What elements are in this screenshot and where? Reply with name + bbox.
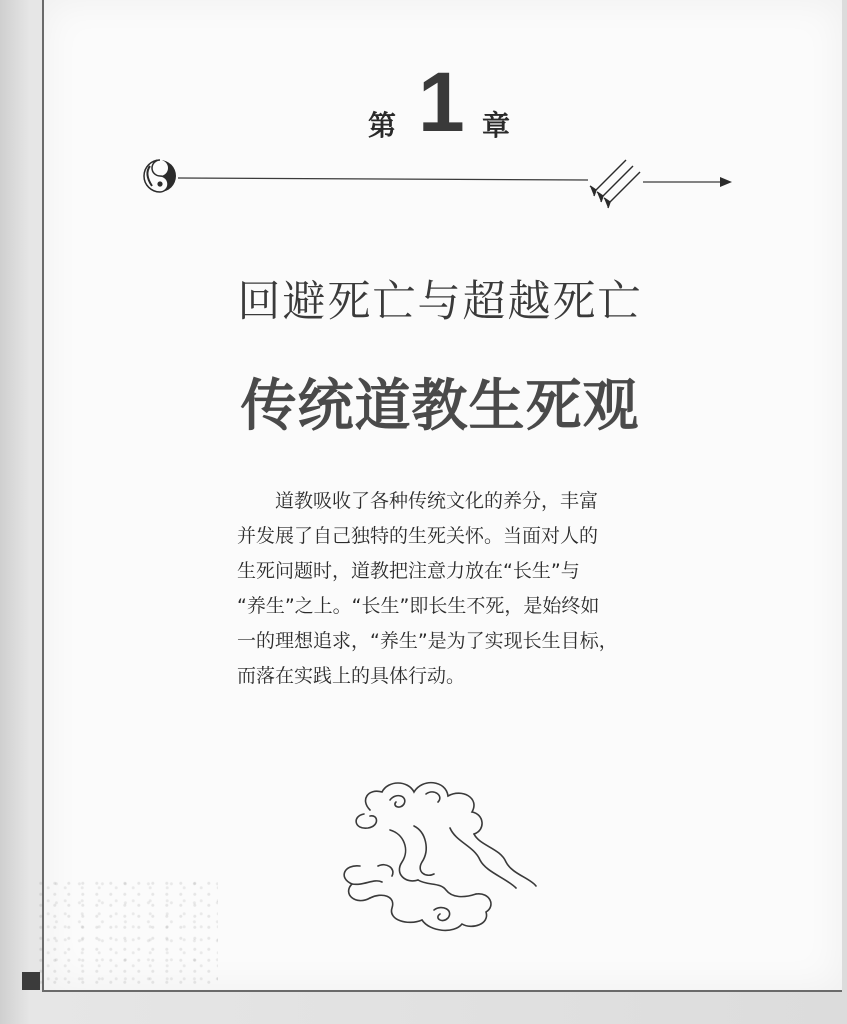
chapter-prefix: 第 bbox=[368, 109, 397, 142]
chapter-ornament bbox=[138, 152, 738, 212]
body-line: 并发展了自己独特的生死关怀。当面对人的 bbox=[237, 525, 599, 547]
title-line-1: 回避死亡与超越死亡 bbox=[237, 277, 643, 327]
chapter-number: 1 bbox=[418, 55, 465, 149]
arrow-head-icon bbox=[720, 177, 732, 187]
body-line: 生死问题时，道教把注意力放在“长生”与 bbox=[237, 560, 580, 582]
chapter-heading bbox=[0, 55, 847, 149]
body-line: 而落在实践上的具体行动。 bbox=[237, 665, 466, 687]
body-line: 一的理想追求，“养生”是为了实现长生目标， bbox=[237, 630, 618, 652]
body-line: “养生”之上。“长生”即长生不死，是始终如 bbox=[237, 595, 600, 617]
scan-speckle bbox=[38, 880, 218, 990]
title-line-2: 传统道教生死观 bbox=[240, 374, 640, 439]
chapter-suffix: 章 bbox=[482, 109, 511, 142]
auspicious-cloud-icon bbox=[330, 770, 550, 940]
body-line: 道教吸收了各种传统文化的养分，丰富 bbox=[237, 490, 599, 512]
page-corner-marker bbox=[22, 972, 40, 990]
triple-arrow-icon bbox=[590, 160, 640, 208]
yin-yang-icon bbox=[144, 160, 176, 192]
ornament-line-left bbox=[178, 178, 588, 180]
body-paragraph bbox=[237, 484, 637, 694]
